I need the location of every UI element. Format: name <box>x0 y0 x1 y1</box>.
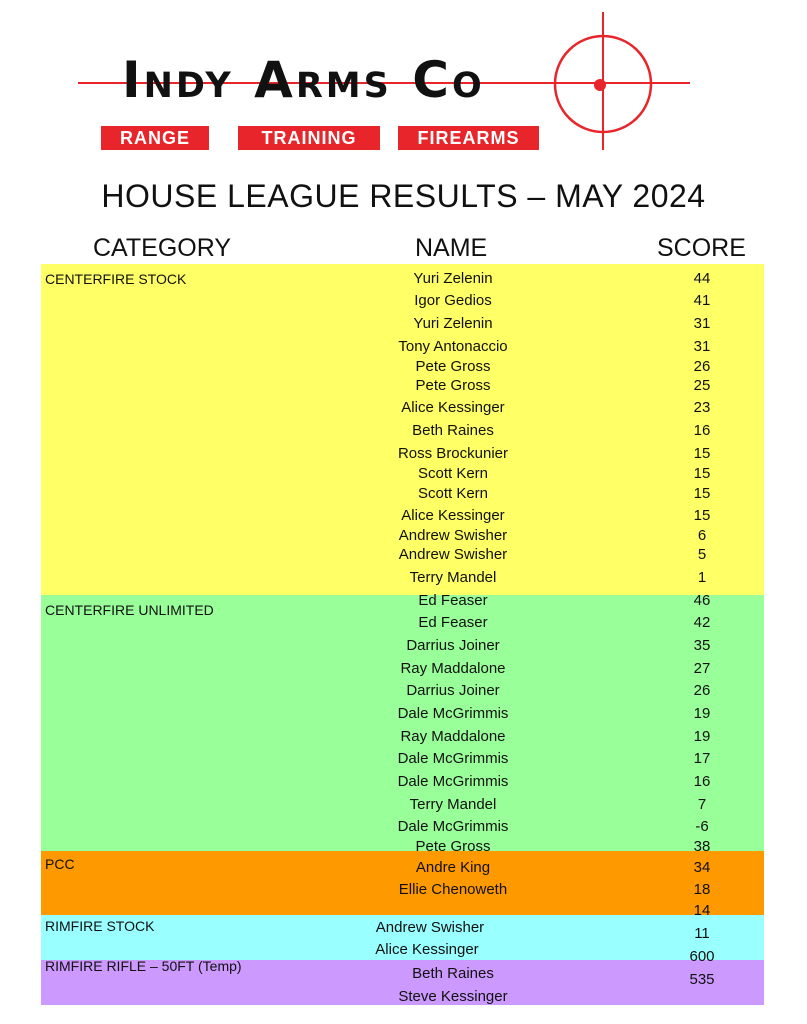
entry-name: Dale McGrimmis <box>397 705 509 722</box>
header-category: CATEGORY <box>93 234 231 262</box>
entry-name: Terry Mandel <box>409 569 497 586</box>
entry-score: 535 <box>689 971 715 988</box>
tag-range: RANGE <box>101 126 209 150</box>
entry-name: Steve Kessinger <box>398 988 508 1005</box>
entry-name: Ed Feaser <box>418 614 488 631</box>
logo <box>0 0 807 170</box>
entry-name: Yuri Zelenin <box>413 315 493 332</box>
entry-score: 17 <box>693 750 711 767</box>
entry-score: 600 <box>689 948 715 965</box>
entry-score: 23 <box>693 399 711 416</box>
entry-score: 15 <box>693 465 711 482</box>
tag-training: TRAINING <box>238 126 380 150</box>
entry-name: Andrew Swisher <box>398 546 508 563</box>
category-label: CENTERFIRE UNLIMITED <box>45 602 214 618</box>
entry-score: 15 <box>693 485 711 502</box>
entry-score: 44 <box>693 270 711 287</box>
entry-name: Ray Maddalone <box>400 660 506 677</box>
entry-name: Scott Kern <box>417 465 489 482</box>
tag-firearms: FIREARMS <box>398 126 539 150</box>
entry-score: 19 <box>693 728 711 745</box>
entry-score: 7 <box>697 796 707 813</box>
entry-name: Dale McGrimmis <box>397 750 509 767</box>
entry-score: 16 <box>693 773 711 790</box>
entry-name: Alice Kessinger <box>401 507 505 524</box>
entry-name: Andre King <box>415 859 491 876</box>
entry-name: Igor Gedios <box>414 292 492 309</box>
entry-score: 41 <box>693 292 711 309</box>
category-label: CENTERFIRE STOCK <box>45 271 187 287</box>
entry-score: 1 <box>697 569 707 586</box>
header-score: SCORE <box>657 234 746 262</box>
brand-name: Indy Arms Co <box>122 51 485 109</box>
header-name: NAME <box>415 234 488 262</box>
entry-score: 38 <box>693 838 711 855</box>
entry-score: 11 <box>694 925 710 942</box>
entry-name: Alice Kessinger <box>375 941 479 958</box>
entry-name: Pete Gross <box>415 838 491 855</box>
category-label: RIMFIRE RIFLE – 50FT (Temp) <box>45 958 242 974</box>
entry-name: Pete Gross <box>415 358 491 375</box>
entry-name: Dale McGrimmis <box>397 773 509 790</box>
entry-name: Andrew Swisher <box>375 919 485 936</box>
entry-score: -6 <box>695 818 709 835</box>
entry-score: 46 <box>693 592 711 609</box>
entry-score: 6 <box>697 527 707 544</box>
entry-name: Darrius Joiner <box>406 637 500 654</box>
entry-score: 26 <box>693 358 711 375</box>
entry-score: 27 <box>693 660 711 677</box>
entry-name: Alice Kessinger <box>401 399 505 416</box>
entry-name: Darrius Joiner <box>406 682 500 699</box>
entry-score: 31 <box>693 315 711 332</box>
entry-name: Beth Raines <box>412 965 494 982</box>
entry-name: Ellie Chenoweth <box>398 881 508 898</box>
entry-name: Dale McGrimmis <box>397 818 509 835</box>
entry-score: 25 <box>693 377 711 394</box>
category-label: RIMFIRE STOCK <box>45 918 155 934</box>
entry-name: Scott Kern <box>417 485 489 502</box>
entry-score: 18 <box>693 881 711 898</box>
entry-name: Ray Maddalone <box>400 728 506 745</box>
entry-score: 14 <box>693 902 711 919</box>
entry-name: Tony Antonaccio <box>398 338 508 355</box>
entry-name: Ross Brockunier <box>397 445 509 462</box>
page-title: HOUSE LEAGUE RESULTS – MAY 2024 <box>101 178 706 214</box>
entry-name: Yuri Zelenin <box>413 270 493 287</box>
entry-name: Pete Gross <box>415 377 491 394</box>
entry-score: 19 <box>693 705 711 722</box>
entry-score: 15 <box>693 445 711 462</box>
entry-score: 35 <box>693 637 711 654</box>
entry-name: Andrew Swisher <box>398 527 508 544</box>
entry-name: Ed Feaser <box>418 592 488 609</box>
entry-score: 26 <box>693 682 711 699</box>
category-label: PCC <box>45 856 75 872</box>
entry-name: Terry Mandel <box>409 796 497 813</box>
entry-score: 31 <box>693 338 711 355</box>
entry-score: 34 <box>693 859 711 876</box>
entry-name: Beth Raines <box>412 422 494 439</box>
entry-score: 15 <box>693 507 711 524</box>
entry-score: 42 <box>693 614 711 631</box>
entry-score: 16 <box>693 422 711 439</box>
entry-score: 5 <box>697 546 707 563</box>
